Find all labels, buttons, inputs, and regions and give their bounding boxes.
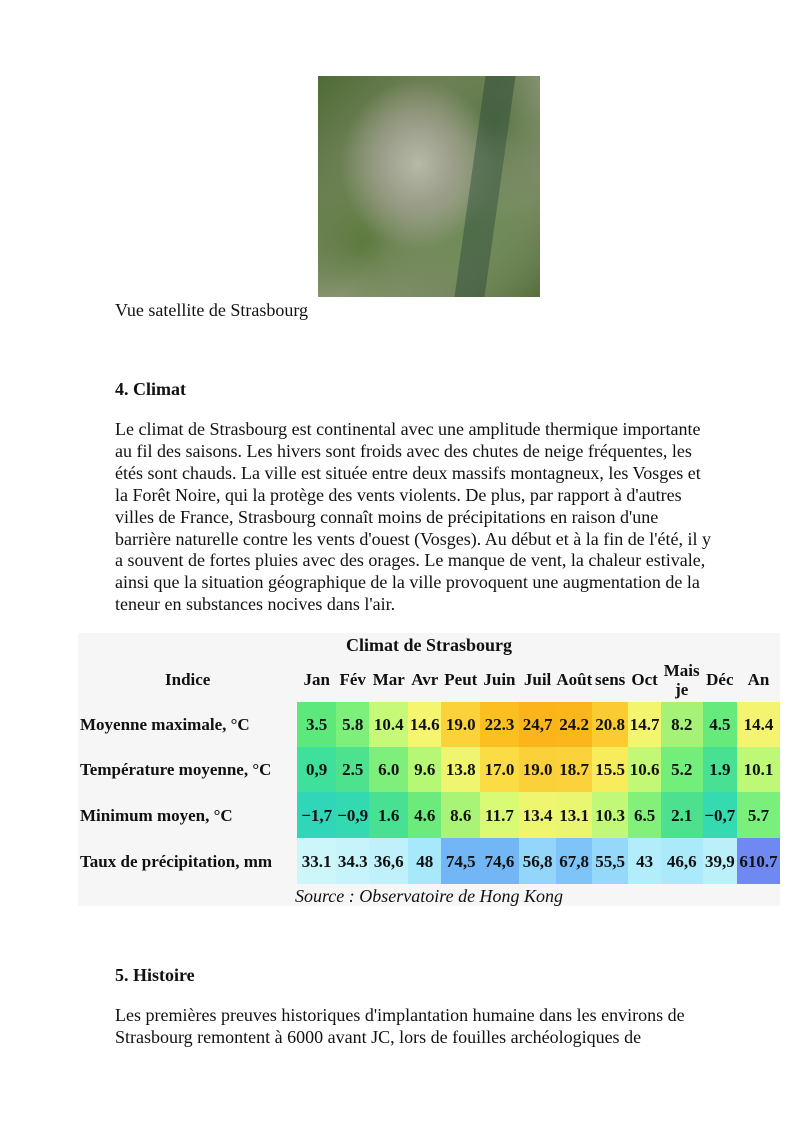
table-cell: −0,9 <box>336 792 369 838</box>
index-header: Indice <box>165 670 211 689</box>
table-row <box>78 702 780 747</box>
paragraph-line: Strasbourg remontent à 6000 avant JC, lors de fouilles archéologiques de <box>115 1026 642 1047</box>
table-cell: 610.7 <box>737 838 780 884</box>
table-cell: 56,8 <box>519 838 557 884</box>
table-cell: 5.8 <box>336 702 369 747</box>
paragraph-line: au fil des saisons. Les hivers sont froids avec des chutes de neige fréquentes, les <box>115 440 692 461</box>
month-header: Avr <box>411 670 439 689</box>
table-cell: 14.6 <box>408 702 441 747</box>
table-cell: 24,7 <box>519 702 557 747</box>
paragraph-line: étés sont chauds. La ville est située entre deux massifs montagneux, les Vosges et <box>115 462 701 483</box>
paragraph-line: barrière naturelle contre les vents d'ouest (Vosges). Au début et à la fin de l'été, il y <box>115 528 711 549</box>
histoire-paragraph <box>115 1005 745 1049</box>
paragraph-line: Les premières preuves historiques d'implantation humaine dans les environs de <box>115 1005 685 1025</box>
table-cell: 5.2 <box>661 747 703 792</box>
table-cell: 1.9 <box>703 747 737 792</box>
table-cell: 6.0 <box>369 747 408 792</box>
table-cell: −1,7 <box>297 792 336 838</box>
table-cell: 8.6 <box>441 792 480 838</box>
table-cell: 55,5 <box>592 838 629 884</box>
climat-paragraph <box>115 419 745 616</box>
month-header: Oct <box>631 670 658 689</box>
section-heading-climat: 4. Climat <box>115 379 186 399</box>
table-cell: 6.5 <box>628 792 660 838</box>
table-source: Source : Observatoire de Hong Kong <box>294 886 564 906</box>
table-cell: 74,5 <box>441 838 480 884</box>
table-cell: 39,9 <box>703 838 737 884</box>
month-header: Juin <box>483 670 516 689</box>
table-caption: Climat de Strasbourg <box>346 635 512 655</box>
table-cell: 17.0 <box>480 747 519 792</box>
table-cell: 2.5 <box>336 747 369 792</box>
table-cell: 67,8 <box>556 838 592 884</box>
table-cell: 4.5 <box>703 702 737 747</box>
table-cell: 0,9 <box>297 747 336 792</box>
month-header: Peut <box>444 670 478 689</box>
table-cell: 36,6 <box>369 838 408 884</box>
table-cell: 10.1 <box>737 747 780 792</box>
table-cell: 34.3 <box>336 838 369 884</box>
table-cell: 43 <box>628 838 660 884</box>
table-cell: 18.7 <box>556 747 592 792</box>
month-header: Mar <box>372 670 405 689</box>
section-heading-histoire: 5. Histoire <box>115 965 195 985</box>
table-cell: 4.6 <box>408 792 441 838</box>
paragraph-line: villes de France, Strasbourg connaît moins de précipitations en raison d'une <box>115 506 659 527</box>
table-cell: 48 <box>408 838 441 884</box>
table-cell: 24.2 <box>556 702 592 747</box>
table-cell: 14.7 <box>628 702 660 747</box>
paragraph-line: Le climat de Strasbourg est continental avec une amplitude thermique importante <box>115 419 701 439</box>
table-cell: 74,6 <box>480 838 519 884</box>
month-header: sens <box>595 670 626 689</box>
table-cell: 13.4 <box>519 792 557 838</box>
table-cell: 19.0 <box>519 747 557 792</box>
month-header: Mais je <box>663 660 700 699</box>
table-cell: 11.7 <box>480 792 519 838</box>
table-cell: 8.2 <box>661 702 703 747</box>
table-row <box>78 792 780 838</box>
table-cell: 19.0 <box>441 702 480 747</box>
table-cell: 46,6 <box>661 838 703 884</box>
table-cell: −0,7 <box>703 792 737 838</box>
table-cell: 22.3 <box>480 702 519 747</box>
month-header: Fév <box>339 670 366 689</box>
table-cell: 2.1 <box>661 792 703 838</box>
climate-table <box>78 657 780 884</box>
table-cell: 20.8 <box>592 702 629 747</box>
table-cell: 9.6 <box>408 747 441 792</box>
paragraph-line: la Forêt Noire, qui la protège des vents violents. De plus, par rapport à d'autres <box>115 484 682 505</box>
table-cell: 1.6 <box>369 792 408 838</box>
month-header: An <box>747 670 770 689</box>
month-header: Août <box>556 670 593 689</box>
table-cell: 10.6 <box>628 747 660 792</box>
table-cell: 33.1 <box>297 838 336 884</box>
table-cell: 14.4 <box>737 702 780 747</box>
month-header: Jan <box>303 670 330 689</box>
table-cell: 13.1 <box>556 792 592 838</box>
image-caption: Vue satellite de Strasbourg <box>115 300 309 320</box>
table-row <box>78 747 780 792</box>
table-cell: 10.3 <box>592 792 629 838</box>
row-label: Minimum moyen, °C <box>80 805 233 825</box>
table-cell: 15.5 <box>592 747 629 792</box>
row-label: Température moyenne, °C <box>80 760 272 779</box>
table-cell: 3.5 <box>297 702 336 747</box>
table-cell: 13.8 <box>441 747 480 792</box>
paragraph-line: teneur en substances nocives dans l'air. <box>115 594 396 615</box>
climate-table-container <box>78 633 780 906</box>
month-header: Juil <box>523 670 552 689</box>
table-cell: 5.7 <box>737 792 780 838</box>
table-row <box>78 838 780 884</box>
row-label: Taux de précipitation, mm <box>80 851 273 871</box>
row-label: Moyenne maximale, °C <box>80 715 250 734</box>
month-header: Déc <box>706 670 734 689</box>
table-cell: 10.4 <box>369 702 408 747</box>
paragraph-line: ainsi que la situation géographique de la ville provoquent une augmentation de la <box>115 572 700 593</box>
paragraph-line: a souvent de fortes pluies avec des orages. Le manque de vent, la chaleur estivale, <box>115 550 706 571</box>
